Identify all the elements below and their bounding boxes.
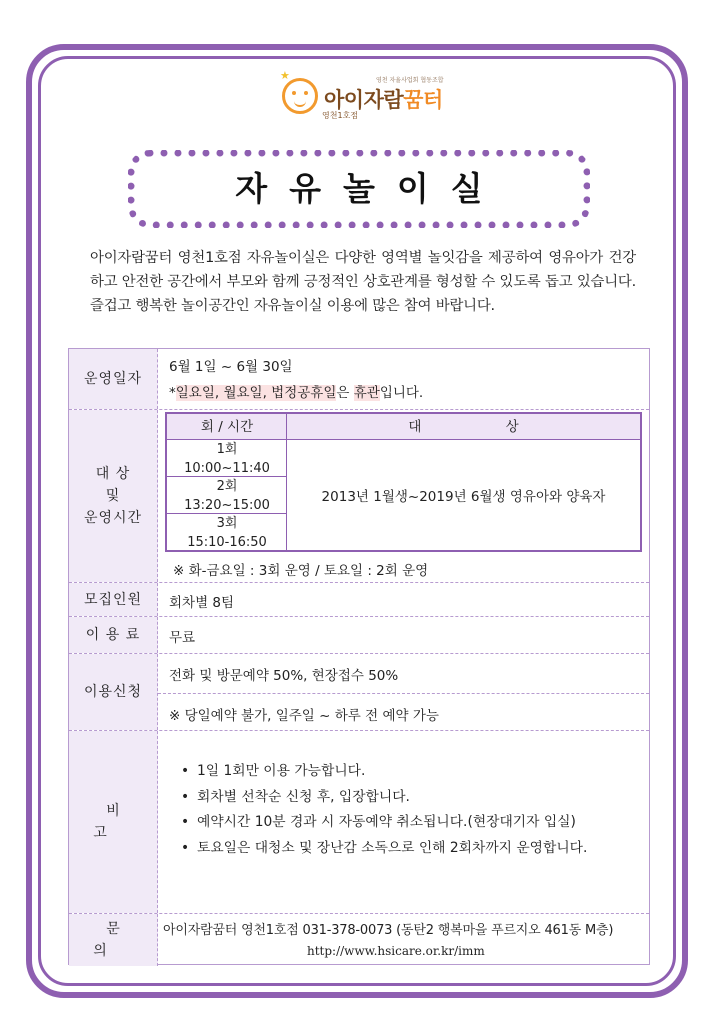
fee-value: 무료 [169, 630, 196, 646]
row-capacity-label: 모집인원 [69, 583, 158, 616]
row-remarks-label: 비 고 [69, 731, 158, 913]
logo-name: 아이자람꿈터 [324, 88, 443, 112]
schedule-col-target: 대 상 [408, 419, 559, 435]
closed-days: 일요일, 월요일, 법정공휴일 [175, 385, 337, 401]
row-remarks [69, 731, 649, 914]
apply-method: 전화 및 방문예약 50%, 현장접수 50% [169, 668, 399, 684]
row-fee-label: 이 용 료 [69, 617, 158, 653]
schedule-col-session: 회 / 시간 [200, 419, 254, 435]
closed-notice: *일요일, 월요일, 법정공휴일은 휴관입니다. [169, 385, 424, 401]
contact-url[interactable]: http://www.hsicare.or.kr/imm [307, 944, 485, 958]
contact-info: 아이자람꿈터 영천1호점 031-378-0073 (동탄2 행복마을 푸르지오 461동 M층) [163, 923, 614, 938]
session-row: 3회 15:10-16:50 [187, 516, 267, 550]
page-title: 자유놀이실 [235, 169, 505, 208]
schedule-table [165, 412, 642, 552]
row-apply-label: 이용신청 [69, 654, 158, 730]
list-item: • 회차별 선착순 신청 후, 입장합니다. [181, 785, 641, 811]
session-row: 2회 13:20~15:00 [167, 477, 287, 514]
logo-top-text: 영천 자율사업회 협동조합 [376, 77, 444, 84]
info-table [68, 348, 650, 965]
period-dates: 6월 1일 ~ 6월 30일 [169, 359, 293, 375]
operation-note: ※ 화-금요일 : 3회 운영 / 토요일 : 2회 운영 [173, 563, 429, 579]
logo-branch: 영천1호점 [322, 111, 359, 120]
schedule-audience: 2013년 1월생~2019년 6월생 영유아와 양육자 [321, 489, 606, 505]
logo [282, 70, 472, 126]
row-capacity [69, 583, 649, 617]
list-item: • 토요일은 대청소 및 장난감 소독으로 인해 2회차까지 운영합니다. [181, 836, 641, 862]
row-period [69, 349, 649, 410]
session-row: 1회 10:00~11:40 [167, 440, 287, 477]
row-contact [69, 914, 649, 966]
list-item: • 1일 1회만 이용 가능합니다. [181, 759, 641, 785]
logo-face-icon [282, 78, 318, 114]
remarks-list [181, 759, 641, 861]
row-target [69, 410, 649, 583]
intro-paragraph: 아이자람꿈터 영천1호점 자유놀이실은 다양한 영역별 놀잇감을 제공하여 영유아가 건강하고 안전한 공간에서 부모와 함께 긍정적인 상호관계를 형성할 수 있도록 돕고 있습니다. 즐겁고 행복한 놀이공간인 자유놀이실 이용에 많은 참여 바랍니다. [90, 250, 636, 314]
row-contact-label: 문 의 [69, 914, 158, 966]
row-period-label: 운영일자 [69, 349, 158, 409]
capacity-value: 회차별 8팀 [169, 595, 235, 611]
row-fee [69, 617, 649, 654]
row-apply [69, 654, 649, 731]
list-item: • 예약시간 10분 경과 시 자동예약 취소됩니다.(현장대기자 입실) [181, 810, 641, 836]
closed-word: 휴관 [353, 385, 380, 401]
apply-note: ※ 당일예약 불가, 일주일 ~ 하루 전 예약 가능 [169, 708, 439, 724]
row-target-label: 대 상 및 운영시간 [69, 410, 158, 582]
logo-star-icon: ★ [280, 69, 290, 82]
